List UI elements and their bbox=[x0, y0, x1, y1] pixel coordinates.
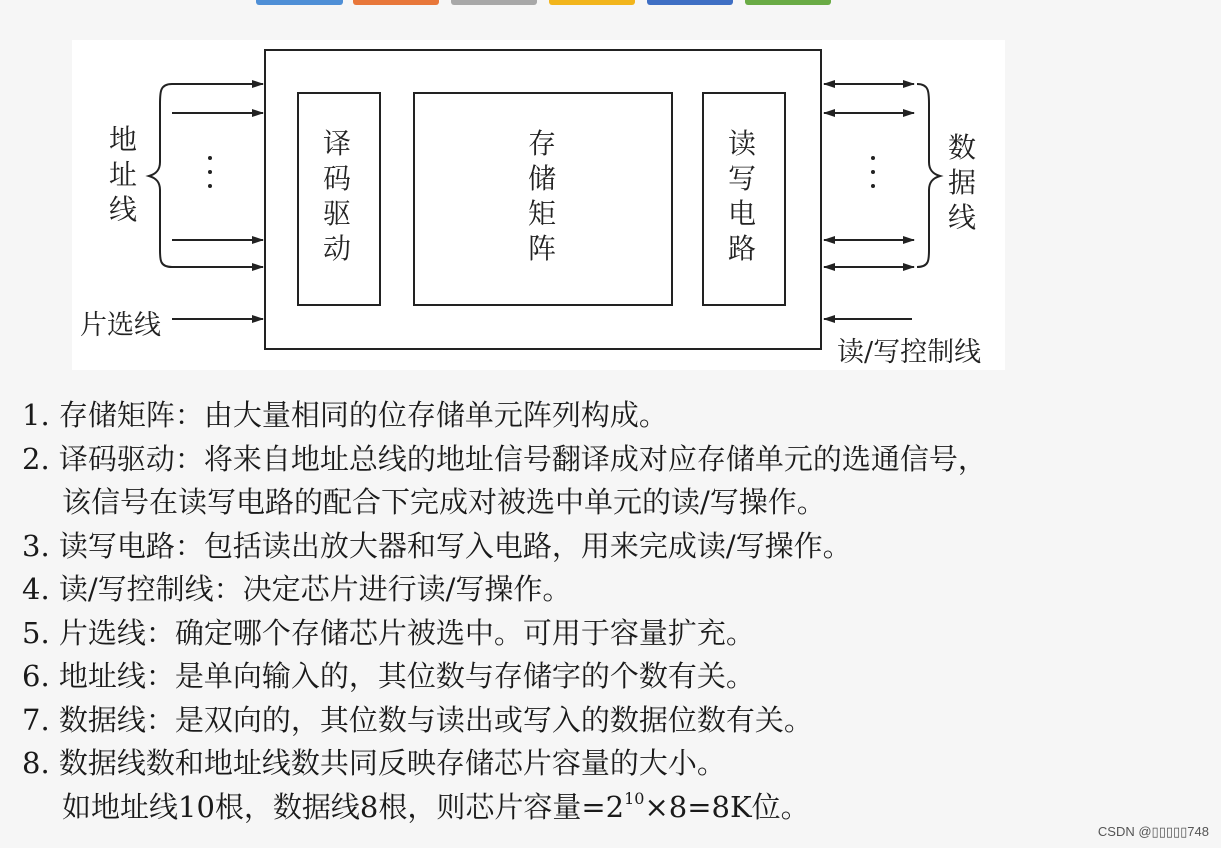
decoder-char: 码 bbox=[323, 162, 352, 195]
address-char: 址 bbox=[109, 158, 138, 191]
data-brace bbox=[917, 84, 940, 267]
data-ellipsis-dot bbox=[871, 156, 875, 160]
rw-circuit-char: 路 bbox=[728, 232, 757, 265]
matrix-char: 矩 bbox=[528, 197, 557, 230]
data-char: 线 bbox=[948, 201, 977, 234]
note-item: 5. 片选线：确定哪个存储芯片被选中。可用于容量扩充。 bbox=[22, 615, 755, 650]
strip-segment-1 bbox=[256, 0, 343, 5]
data-lines-label bbox=[948, 130, 976, 235]
address-lines-label bbox=[109, 122, 137, 227]
storage-matrix-label bbox=[528, 126, 556, 266]
decoder-label bbox=[323, 126, 351, 266]
data-char: 数 bbox=[948, 131, 977, 164]
decoder-char: 动 bbox=[323, 232, 352, 265]
note-item: 1. 存储矩阵：由大量相同的位存储单元阵列构成。 bbox=[22, 398, 668, 432]
matrix-char: 阵 bbox=[528, 232, 557, 265]
address-char: 线 bbox=[109, 193, 138, 226]
matrix-char: 存 bbox=[528, 127, 557, 160]
capacity-example-result: ×8=8K位。 bbox=[644, 789, 810, 824]
data-char: 据 bbox=[948, 166, 977, 199]
note-item: 6. 地址线：是单向输入的，其位数与存储字的个数有关。 bbox=[22, 659, 755, 693]
decoder-char: 驱 bbox=[323, 197, 352, 230]
note-item-continuation: 该信号在读写电路的配合下完成对被选中单元的读/写操作。 bbox=[62, 485, 826, 519]
address-brace bbox=[149, 84, 172, 267]
chip-select-label: 片选线 bbox=[80, 310, 161, 341]
address-ellipsis-dot bbox=[208, 184, 212, 188]
rw-circuit-char: 读 bbox=[728, 127, 757, 160]
note-item: 4. 读/写控制线：决定芯片进行读/写操作。 bbox=[22, 572, 572, 606]
data-ellipsis-dot bbox=[871, 184, 875, 188]
strip-segment-3 bbox=[451, 0, 537, 5]
decoder-char: 译 bbox=[323, 127, 352, 160]
strip-segment-5 bbox=[647, 0, 733, 5]
exponent: 10 bbox=[624, 788, 645, 808]
address-char: 地 bbox=[109, 123, 138, 156]
note-item: 3. 读写电路：包括读出放大器和写入电路，用来完成读/写操作。 bbox=[22, 528, 852, 563]
strip-segment-4 bbox=[549, 0, 635, 5]
data-ellipsis-dot bbox=[871, 170, 875, 174]
note-item: 7. 数据线：是双向的，其位数与读出或写入的数据位数有关。 bbox=[22, 702, 813, 737]
matrix-char: 储 bbox=[528, 162, 557, 195]
rw-circuit-char: 写 bbox=[728, 162, 757, 195]
strip-segment-2 bbox=[353, 0, 439, 5]
rw-circuit-label bbox=[728, 126, 756, 266]
address-ellipsis-dot bbox=[208, 156, 212, 160]
capacity-example-text: 如地址线10根，数据线8根，则芯片容量=2 bbox=[62, 789, 625, 824]
note-item: 8. 数据线数和地址线数共同反映存储芯片容量的大小。 bbox=[22, 746, 726, 780]
memory-chip-diagram bbox=[72, 40, 1005, 370]
rw-circuit-char: 电 bbox=[728, 197, 757, 230]
note-item: 2. 译码驱动：将来自地址总线的地址信号翻译成对应存储单元的选通信号， bbox=[22, 441, 987, 476]
address-ellipsis-dot bbox=[208, 170, 212, 174]
rw-control-label: 读/写控制线 bbox=[837, 337, 982, 368]
top-color-strip bbox=[0, 0, 1221, 8]
note-item-continuation bbox=[22, 786, 1212, 830]
watermark: CSDN @▯▯▯▯▯748 bbox=[1097, 824, 1209, 839]
strip-segment-6 bbox=[745, 0, 831, 5]
notes-list bbox=[22, 394, 1212, 829]
